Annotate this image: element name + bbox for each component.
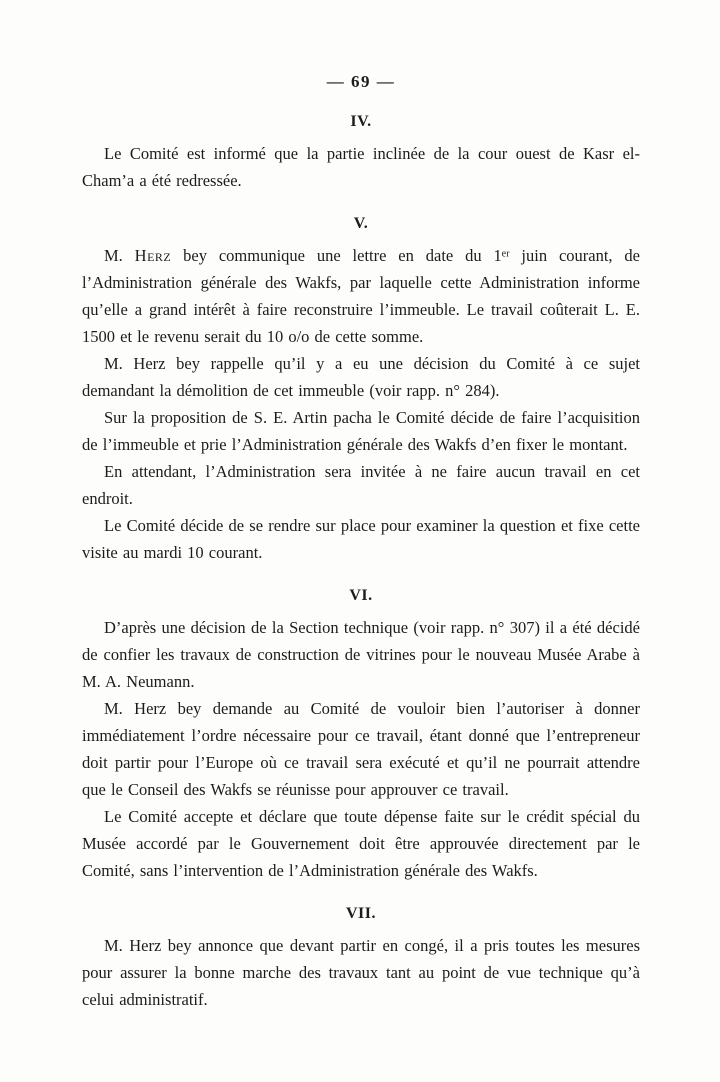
section-iv-heading: IV. (350, 113, 372, 130)
section-vi (82, 587, 640, 884)
paragraph: Le Comité décide de se rendre sur place pour examiner la question et fixe cette visite au mardi 10 courant. (82, 516, 640, 562)
paragraph: M. Herz bey annonce que devant partir en congé, il a pris toutes les mesures pour assurer la bonne marche des travaux tant au point de vue technique qu’à celui administratif. (82, 936, 640, 1009)
paragraph-text: M. (104, 246, 135, 265)
paragraph: D’après une décision de la Section technique (voir rapp. n° 307) il a été décidé de confier les travaux de construction de vitrines pour le nouveau Musée Arabe à M. A. Neumann. (82, 618, 640, 691)
paragraph: Le Comité accepte et déclare que toute dépense faite sur le crédit spécial du Musée accordé par le Gouvernement doit être approuvée directement par le Comité, sans l’intervention de l’Administration générale des Wakfs. (82, 807, 640, 880)
paragraph: Le Comité est informé que la partie inclinée de la cour ouest de Kasr el-Cham’a a été redressée. (82, 144, 640, 190)
person-name-herz: Herz (134, 246, 172, 265)
section-vii-heading: VII. (345, 905, 376, 922)
section-v-heading: V. (353, 215, 369, 232)
section-v (82, 215, 640, 566)
page-number: — 69 — (326, 72, 396, 91)
section-vi-heading: VI. (349, 587, 373, 604)
paragraph: M. Herz bey rappelle qu’il y a eu une décision du Comité à ce sujet demandant la démolition de cet immeuble (voir rapp. n° 284). (82, 354, 640, 400)
paragraph: En attendant, l’Administration sera invitée à ne faire aucun travail en cet endroit. (82, 462, 640, 508)
paragraph: Sur la proposition de S. E. Artin pacha le Comité décide de faire l’acquisition de l’immeuble et prie l’Administration générale des Wakfs d’en fixer le montant. (82, 408, 640, 454)
section-vii (82, 905, 640, 1013)
page-header (82, 72, 640, 92)
paragraph: M. Herz bey demande au Comité de vouloir bien l’autoriser à donner immédiatement l’ordre nécessaire pour ce travail, étant donné que l’entrepreneur doit partir pour l’Europe où ce travail sera exécuté et qu’il ne pourrait attendre que le Conseil des Wakfs se réunisse pour approuver ce travail. (82, 699, 640, 799)
paragraph (82, 242, 640, 350)
paragraph-text: bey communique une lettre en date du 1ᵉʳ juin courant, de l’Administration générale des Wakfs, par laquelle cette Administration informe qu’elle a grand intérêt à faire reconstruire l’immeuble. Le travail coûterait L. E. 1500 et le revenu serait du 10 o/o de cette somme. (82, 246, 641, 346)
section-iv (82, 113, 640, 194)
